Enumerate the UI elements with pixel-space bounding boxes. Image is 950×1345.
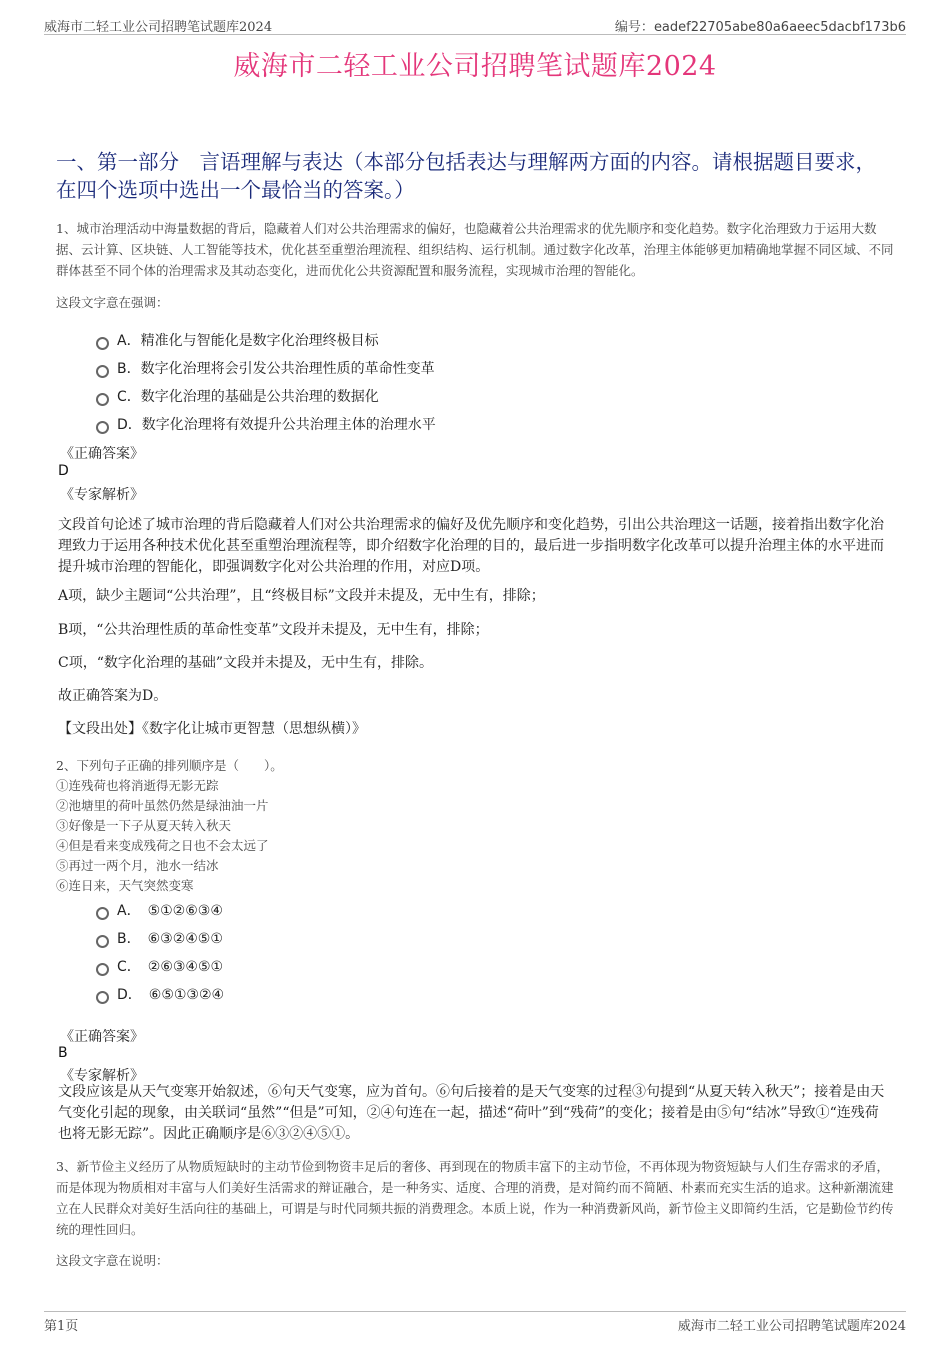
question-1-analysis: 文段首句论述了城市治理的背后隐藏着人们对公共治理需求的偏好及优先顺序和变化趋势，引出公共治理这一话题，接着指出数字化治理致力于运用各种技术优化甚至重塑治理流程等，即介绍数字化治理的目的，最后进一步指明数字化改革可以提升治理主体的水平进而提升城市治理的智能化，即强调数字化对公共治理的作用，对应D项。	[58, 517, 884, 575]
radio-icon[interactable]	[96, 991, 109, 1004]
question-1-prompt: 这段文字意在强调：	[56, 295, 169, 310]
question-2-line: ②池塘里的荷叶虽然仍然是绿油油一片	[56, 798, 269, 813]
question-1-a-note: A项，缺少主题词“公共治理”，且“终极目标”文段并未提及，无中生有，排除；	[58, 588, 545, 604]
question-2-analysis: 文段应该是从天气变寒开始叙述，⑥句天气变寒，应为首句。⑥句后接着的是天气变寒的过程③句提到“从夏天转入秋天”；接着是由天气变化引起的现象，由关联词“虽然”“但是”可知，②④句连在一起，描述“荷叶”到“残荷”的变化；接着是由⑤句“结冰”导致①“连残荷也将无影无踪”。因此正确顺序是⑥③②④⑤①。	[58, 1084, 885, 1142]
question-1-analysis-label: 《专家解析》	[60, 487, 144, 503]
question-2-option-d[interactable]: D． ⑥⑤①③②④	[96, 984, 224, 1004]
question-2-line: ⑥连日来，天气突然变寒	[56, 878, 194, 893]
question-2-analysis-label: 《专家解析》	[60, 1068, 144, 1084]
radio-icon[interactable]	[96, 935, 109, 948]
radio-icon[interactable]	[96, 963, 109, 976]
header-code-label: 编号：	[614, 20, 654, 35]
radio-icon[interactable]	[96, 337, 109, 350]
page-header	[44, 14, 906, 35]
page-footer	[44, 1311, 906, 1332]
page-title: 威海市二轻工业公司招聘笔试题库2024	[233, 51, 717, 82]
question-3-text: 3、新节俭主义经历了从物质短缺时的主动节俭到物资丰足后的奢侈、再到现在的物质丰富下的主动节俭，不再体现为物资短缺与人们生存需求的矛盾，而是体现为物质相对丰富与人们美好生活需求的辩证融合，是一种务实、适度、合理的消费，是对简约而不简陋、朴素而充实生活的追求。这种新潮流建立在人民群众对美好生活向往的基础上，可谓是与时代同频共振的消费理念。本质上说，作为一种消费新风尚，新节俭主义即简约生活，它是勤俭节约传统的理性回归。	[56, 1159, 894, 1237]
question-1-source: 【文段出处】《数字化让城市更智慧（思想纵横）》	[58, 721, 366, 737]
radio-icon[interactable]	[96, 907, 109, 920]
question-1-b-note: B项，“公共治理性质的革命性变革”文段并未提及，无中生有，排除；	[58, 622, 489, 638]
radio-icon[interactable]	[96, 393, 109, 406]
question-1-answer: D	[58, 463, 69, 479]
question-1-conclusion: 故正确答案为D。	[58, 688, 168, 704]
section-heading: 一、第一部分 言语理解与表达（本部分包括表达与理解两方面的内容。请根据题目要求，在四个选项中选出一个最恰当的答案。）	[56, 150, 876, 202]
question-1-c-note: C项，“数字化治理的基础”文段并未提及，无中生有，排除。	[58, 655, 434, 671]
question-2-line: ⑤再过一两个月，池水一结冰	[56, 858, 219, 873]
footer-doc-title: 威海市二轻工业公司招聘笔试题库2024	[677, 1319, 906, 1334]
question-2-line: ①连残荷也将消逝得无影无踪	[56, 778, 219, 793]
question-2-line: ③好像是一下子从夏天转入秋天	[56, 818, 232, 833]
question-2-line: ④但是看来变成残荷之日也不会太远了	[56, 838, 269, 853]
question-1-option-c[interactable]: C．数字化治理的基础是公共治理的数据化	[96, 386, 379, 406]
question-2-option-c[interactable]: C． ②⑥③④⑤①	[96, 956, 223, 976]
question-1-option-b[interactable]: B．数字化治理将会引发公共治理性质的革命性变革	[96, 358, 435, 378]
question-2-text: 2、下列句子正确的排列顺序是（ ）。	[56, 758, 283, 773]
page-number: 第1页	[44, 1319, 79, 1334]
question-2-option-b[interactable]: B． ⑥③②④⑤①	[96, 928, 223, 948]
radio-icon[interactable]	[96, 365, 109, 378]
header-doc-title: 威海市二轻工业公司招聘笔试题库2024	[44, 20, 273, 35]
header-code	[615, 16, 906, 35]
header-code-value: eadef22705abe80a6aeec5dacbf173b6	[653, 20, 906, 35]
question-2-answer-label: 《正确答案》	[60, 1029, 144, 1045]
question-2-option-a[interactable]: A． ⑤①②⑥③④	[96, 900, 223, 920]
question-1-answer-label: 《正确答案》	[60, 446, 144, 462]
question-1-option-d[interactable]: D．数字化治理将有效提升公共治理主体的治理水平	[96, 414, 436, 434]
radio-icon[interactable]	[96, 421, 109, 434]
question-2-answer: B	[58, 1045, 68, 1061]
question-3-prompt: 这段文字意在说明：	[56, 1253, 169, 1268]
question-1-text: 1、城市治理活动中海量数据的背后，隐藏着人们对公共治理需求的偏好，也隐藏着公共治理需求的优先顺序和变化趋势。数字化治理致力于运用大数据、云计算、区块链、人工智能等技术，优化甚至重塑治理流程、组织结构、运行机制。通过数字化改革，治理主体能够更加精确地掌握不同区域、不同群体甚至不同个体的治理需求及其动态变化，进而优化公共资源配置和服务流程，实现城市治理的智能化。	[56, 221, 894, 278]
question-1-option-a[interactable]: A．精准化与智能化是数字化治理终极目标	[96, 330, 379, 350]
